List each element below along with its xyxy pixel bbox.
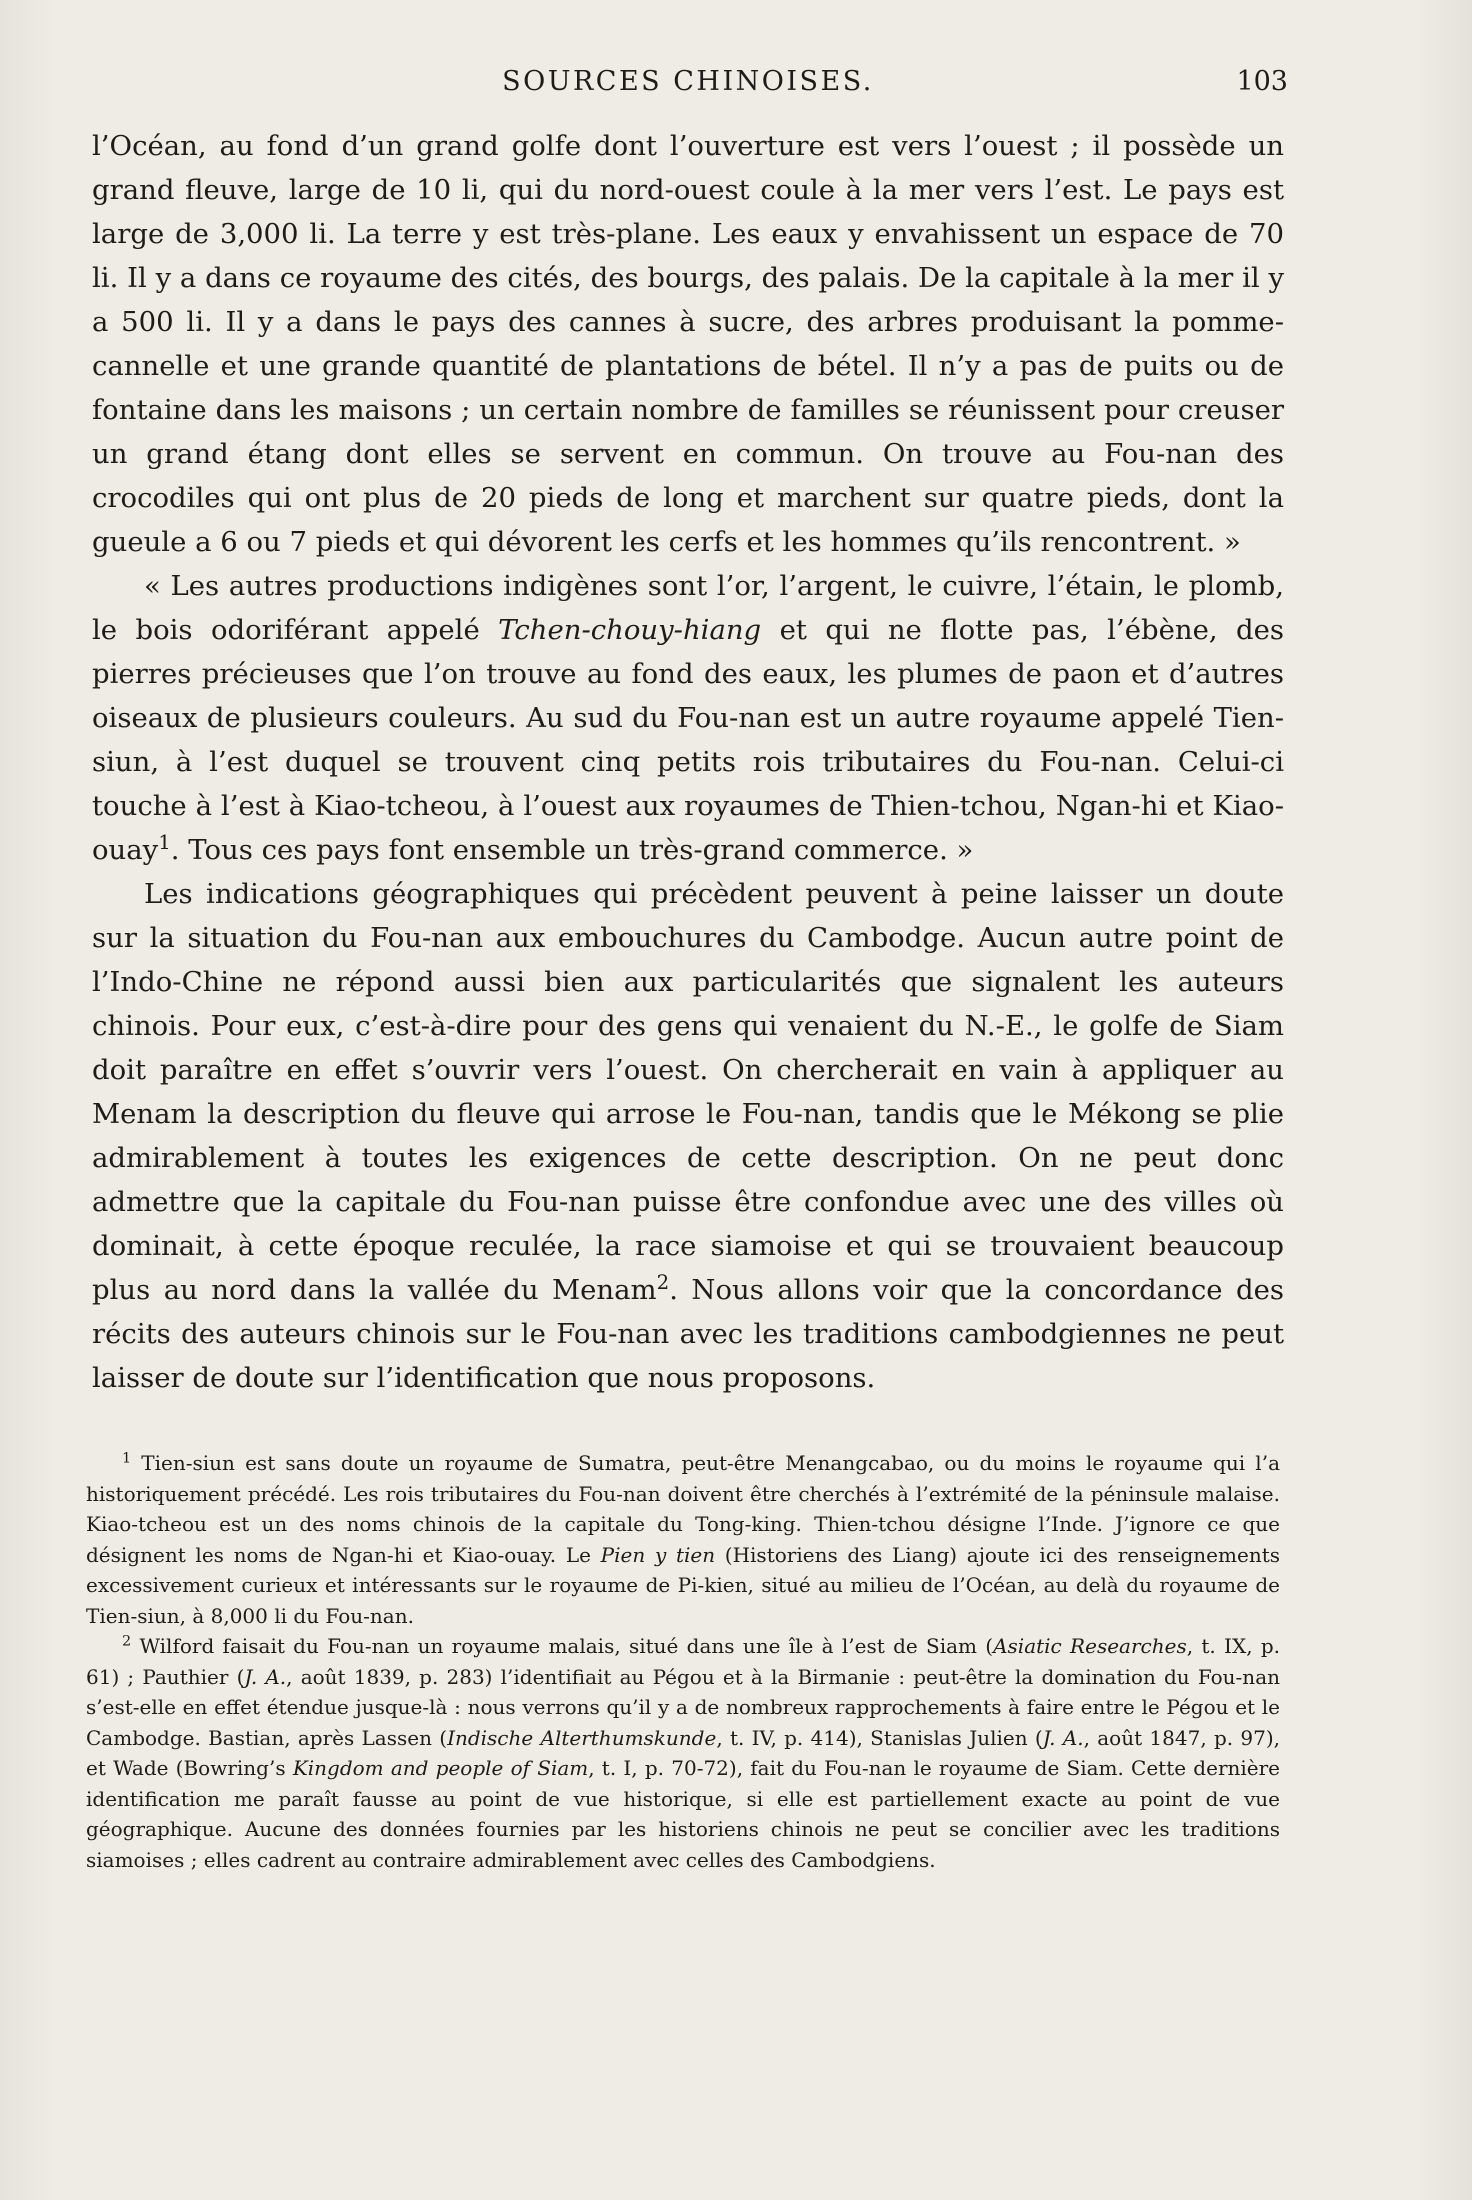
footnote-1-text-a: Tien-siun est sans doute un royaume de Sumatra, peut-être Menangcabao, ou du moins le royaume qui l’a historiquement précédé. Les rois tributaires du Fou-nan doivent être cherchés à l’extrémité de la péninsule malaise. Kiao-tcheou est un des noms chinois de la capitale du Tong-king. Thien-tchou désigne l’Inde. J’ignore ce que désignent les noms de Ngan-hi et Kiao-ouay. Le (86, 1451, 1280, 1567)
main-text (92, 124, 1284, 1400)
footnote-1 (86, 1448, 1280, 1631)
footnote-2-title-3: Indische Alterthumskunde (447, 1725, 717, 1750)
paragraph-3-text-a: Les indications géographiques qui précèdent peuvent à peine laisser un doute sur la situation du Fou-nan aux embouchures du Cambodge. Aucun autre point de l’Indo-Chine ne répond aussi bien aux particularités que signalent les auteurs chinois. Pour eux, c’est-à-dire pour des gens qui venaient du N.-E., le golfe de Siam doit paraître en effet s’ouvrir vers l’ouest. On chercherait en vain à appliquer au Menam la description du fleuve qui arrose le Fou-nan, tandis que le Mékong se plie admirablement à toutes les exigences de cette description. On ne peut donc admettre que la capitale du Fou-nan puisse être confondue avec une des villes où dominait, à cette époque reculée, la race siamoise et qui se trouvaient beaucoup plus au nord dans la vallée du Menam (92, 878, 1284, 1306)
footnote-ref-2[interactable]: 2 (656, 1270, 670, 1294)
footnote-2-text-c: , août 1839, p. 283) l’identifiait au Pégou et à la Birmanie : peut-être la domination du Fou-nan s’est-elle en effet étendue jusque-là : nous verrons qu’il y a de nombreux rapprochements à faire entre le Pégou et le Cambodge. Bastian, après Lassen ( (86, 1664, 1280, 1750)
footnote-2-text-e: , août 1847, p. 97), et Wade (Bowring’s (86, 1725, 1280, 1780)
paragraph-2-text-c: . Tous ces pays font ensemble un très-grand commerce. » (170, 834, 974, 866)
paragraph-3-text-b: . Nous allons voir que la concordance des récits des auteurs chinois sur le Fou-nan avec les traditions cambodgiennes ne peut laisser de doute sur l’identification que nous proposons. (92, 1274, 1284, 1394)
page-number: 103 (1236, 66, 1288, 97)
footnote-2-title-5: Kingdom and people of Siam (292, 1756, 589, 1780)
footnote-2 (86, 1631, 1280, 1875)
term-tchen-chouy-hiang: Tchen-chouy-hiang (498, 614, 762, 646)
footnote-2-text-d: , t. IV, p. 414), Stanislas Julien ( (716, 1725, 1043, 1750)
paragraph-1-text: l’Océan, au fond d’un grand golfe dont l’ouverture est vers l’ouest ; il possède un grand fleuve, large de 10 li, qui du nord-ouest coule à la mer vers l’est. Le pays est large de 3,000 li. La terre y est très-plane. Les eaux y envahissent un espace de 70 li. Il y a dans ce royaume des cités, des bourgs, des palais. De la capitale à la mer il y a 500 li. Il y a dans le pays des cannes à sucre, des arbres produisant la pomme-cannelle et une grande quantité de plantations de bétel. Il n’y a pas de puits ou de fontaine dans les maisons ; un certain nombre de familles se réunissent pour creuser un grand étang dont elles se servent en commun. On trouve au Fou-nan des crocodiles qui ont plus de 20 pieds de long et marchent sur quatre pieds, dont la gueule a 6 ou 7 pieds et qui dévorent les cerfs et les hommes qu’ils rencontrent. » (92, 130, 1284, 558)
footnote-ref-1[interactable]: 1 (158, 830, 171, 854)
paragraph-2-text-a: « Les autres productions indigènes sont l’or, l’argent, le cuivre, l’étain, le plomb, le bois odoriférant appelé (92, 570, 1284, 646)
footnote-1-marker: 1 (122, 1450, 132, 1467)
footnote-2-title-2: J. A. (244, 1664, 287, 1689)
footnote-1-text-b: (Historiens des Liang) ajoute ici des renseignements excessivement curieux et intéressants sur le royaume de Pi-kien, situé au milieu de l’Océan, au delà du royaume de Tien-siun, à 8,000 li du Fou-nan. (86, 1542, 1280, 1628)
page-header (88, 66, 1288, 110)
paragraph-1 (92, 124, 1284, 564)
footnote-2-text-f: , t. I, p. 70-72), fait du Fou-nan le royaume de Siam. Cette dernière identification me paraît fausse au point de vue historique, si elle est partiellement exacte au point de vue géographique. Aucune des données fournies par les historiens chinois ne peut se concilier avec les traditions siamoises ; elles cadrent au contraire admirablement avec celles des Cambodgiens. (86, 1756, 1281, 1872)
footnotes (86, 1448, 1280, 1875)
footnote-2-marker: 2 (122, 1633, 132, 1650)
paragraph-3 (92, 872, 1284, 1400)
footnote-2-title-4: J. A. (1042, 1725, 1084, 1750)
footnote-2-title-1: Asiatic Researches (993, 1634, 1187, 1658)
running-title: SOURCES CHINOISES. (502, 66, 874, 97)
footnote-2-text-b: , t. IX, p. 61) ; Pauthier ( (86, 1634, 1281, 1689)
footnote-2-text-a: Wilford faisait du Fou-nan un royaume malais, situé dans une île à l’est de Siam ( (131, 1634, 994, 1658)
paragraph-2 (92, 564, 1284, 872)
paragraph-2-text-b: et qui ne flotte pas, l’ébène, des pierres précieuses que l’on trouve au fond des eaux, les plumes de paon et d’autres oiseaux de plusieurs couleurs. Au sud du Fou-nan est un autre royaume appelé Tien-siun, à l’est duquel se trouvent cinq petits rois tributaires du Fou-nan. Celui-ci touche à l’est à Kiao-tcheou, à l’ouest aux royaumes de Thien-tchou, Ngan-hi et Kiao-ouay (92, 614, 1284, 866)
footnote-1-title: Pien y tien (600, 1542, 716, 1567)
